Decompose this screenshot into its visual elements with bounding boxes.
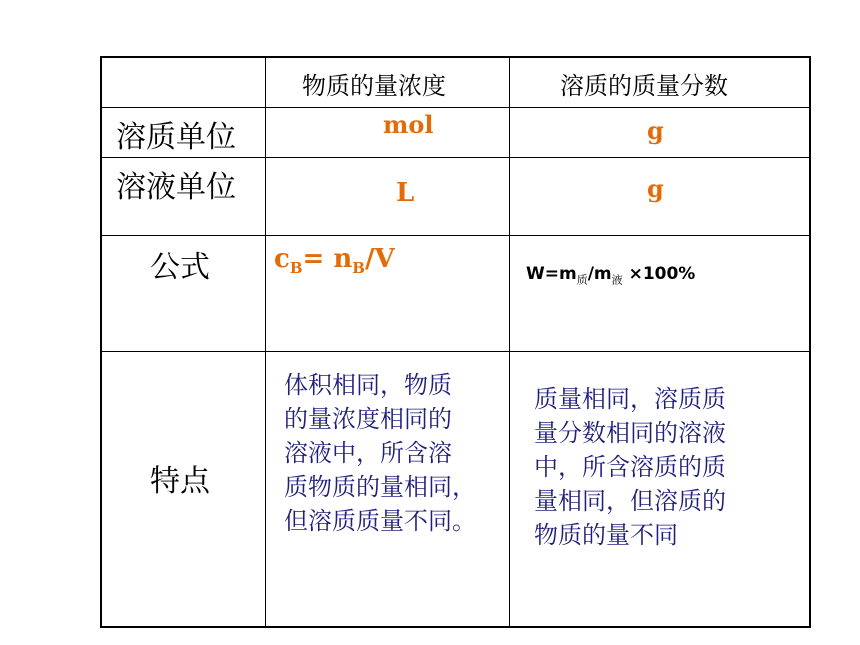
row-divider (102, 157, 809, 158)
solute-unit-g: g (647, 116, 664, 145)
solution-unit-L: L (396, 178, 415, 208)
mass-fraction-formula: $W=m_质/m_液 \times 100\%$ (526, 264, 696, 287)
molar-concentration-formula: $c_B= n_B/V$ (274, 244, 395, 278)
comparison-table (100, 56, 811, 628)
header-mass-fraction: 溶质的质量分数 (560, 72, 728, 100)
row-label-formula: 公式 (150, 250, 210, 285)
row-divider (102, 107, 809, 108)
row-divider (102, 235, 809, 236)
mass-fraction-features: 质量相同，溶质质 量分数相同的溶液 中，所含溶质的质 量相同，但溶质的 物质的量不同 (534, 385, 726, 549)
solution-unit-g: g (647, 174, 664, 203)
row-label-solution-unit: 溶液单位 (116, 170, 236, 205)
header-molar-concentration: 物质的量浓度 (302, 72, 446, 100)
solute-unit-mol: mol (383, 110, 434, 139)
molar-concentration-features: 体积相同，物质 的量浓度相同的 溶液中，所含溶 质物质的量相同， 但溶质质量不同。 (284, 371, 476, 535)
row-label-solute-unit: 溶质单位 (116, 120, 236, 155)
row-label-features: 特点 (150, 464, 210, 499)
column-divider (509, 58, 510, 626)
column-divider (265, 58, 266, 626)
row-divider (102, 351, 809, 352)
